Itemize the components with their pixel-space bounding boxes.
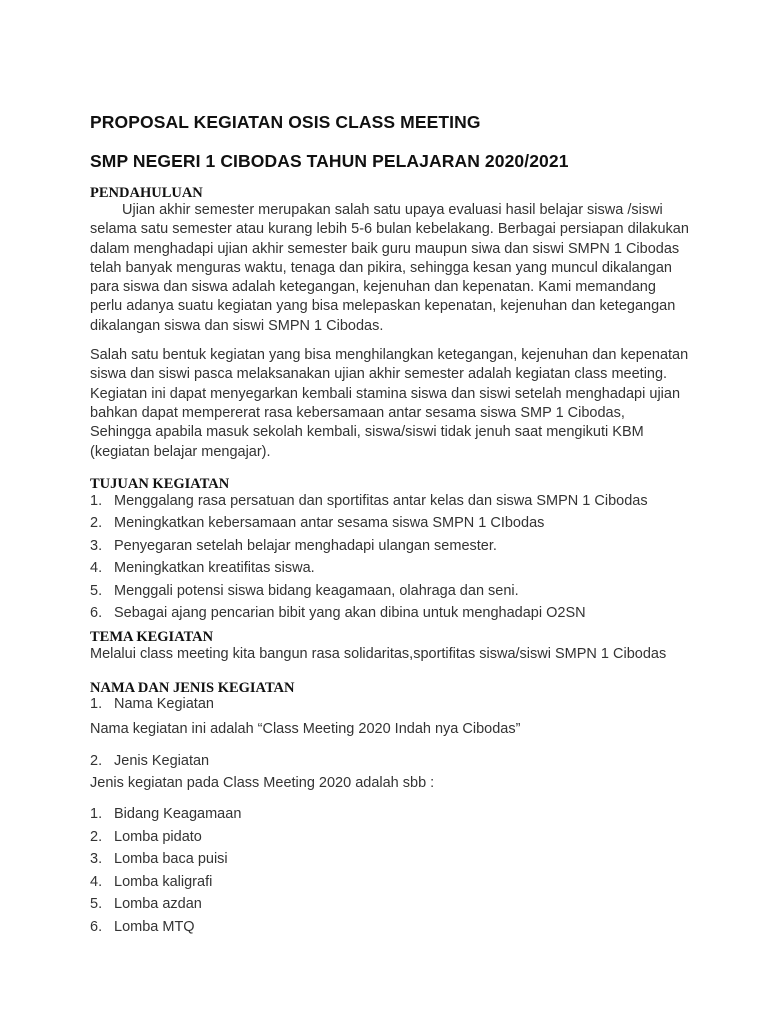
section-heading-pendahuluan: PENDAHULUAN <box>90 185 203 201</box>
nama-list <box>90 695 690 714</box>
document-body <box>90 110 690 938</box>
list-item: 2. Meningkatkan kebersamaan antar sesama siswa SMPN 1 CIbodas <box>90 515 545 532</box>
nama-kegiatan-text: Nama kegiatan ini adalah “Class Meeting 2020 Indah nya Cibodas” <box>90 721 521 738</box>
list-item: 6. Sebagai ajang pencarian bibit yang akan dibina untuk menghadapi O2SN <box>90 605 586 622</box>
pendahuluan-paragraph-1: Ujian akhir semester merupakan salah satu upaya evaluasi hasil belajar siswa /siswi selama satu semester atau kurang lebih 5-6 bulan kebelakang. Berbagai persiapan dilakukan dalam menghadapi ujian akhir semester baik guru maupun siwa dan siswi SMPN 1 Cibodas telah banyak menguras waktu, tenaga dan pikira, sehingga kesan yang muncul dikalangan para siswa dan siswa adalah ketegangan, kejenuhan dan kepenatan. Kami memandang perlu adanya suatu kegiatan yang bisa melepaskan kepenatan, kejenuhan dan ketegangan dikalangan siswa dan siswi SMPN 1 Cibodas. <box>90 202 689 334</box>
list-item: 5. Lomba azdan <box>90 896 202 913</box>
tujuan-list <box>90 490 690 625</box>
list-item: 1. Nama Kegiatan <box>90 696 214 713</box>
list-item: 2. Jenis Kegiatan <box>90 752 210 769</box>
list-item: 4. Meningkatkan kreatifitas siswa. <box>90 560 315 577</box>
list-item: 6. Lomba MTQ <box>90 918 195 935</box>
section-heading-nama-jenis: NAMA DAN JENIS KEGIATAN <box>90 680 295 697</box>
pendahuluan-paragraph-2: Salah satu bentuk kegiatan yang bisa menghilangkan ketegangan, kejenuhan dan kepenatan siswa dan siswi pasca melaksanakan ujian akhir semester adalah kegiatan class meeting. Kegiatan ini dapat menyegarkan kembali stamina siswa dan siswi setelah menghadapi ujian bahkan dapat mempererat rasa kebersamaan antar sesama siswa SMP 1 Cibodas, Sehingga apabila masuk sekolah kembali, siswa/siswi tidak jenuh saat mengikuti KBM (kegiatan belajar mengajar). <box>90 347 689 460</box>
section-heading-tema: TEMA KEGIATAN <box>90 628 214 645</box>
list-item: 2. Lomba pidato <box>90 828 202 845</box>
list-item: 1. Bidang Keagamaan <box>90 806 242 823</box>
list-item: 3. Lomba baca puisi <box>90 851 228 868</box>
tema-text: Melalui class meeting kita bangun rasa solidaritas,sportifitas siswa/siswi SMPN 1 Cibodas <box>90 645 667 662</box>
list-item: 3. Penyegaran setelah belajar menghadapi ulangan semester. <box>90 537 497 554</box>
list-item: 4. Lomba kaligrafi <box>90 873 213 890</box>
section-heading-tujuan: TUJUAN KEGIATAN <box>90 475 230 492</box>
list-item: 5. Menggali potensi siswa bidang keagamaan, olahraga dan seni. <box>90 582 519 599</box>
list-item: 1. Menggalang rasa persatuan dan sportifitas antar kelas dan siswa SMPN 1 Cibodas <box>90 492 648 509</box>
jenis-list <box>90 752 690 771</box>
jenis-kegiatan-text: Jenis kegiatan pada Class Meeting 2020 adalah sbb : <box>90 775 435 792</box>
document-title: PROPOSAL KEGIATAN OSIS CLASS MEETING <box>90 112 481 132</box>
jenis-lomba-list <box>90 803 690 938</box>
document-subtitle: SMP NEGERI 1 CIBODAS TAHUN PELAJARAN 2020/2021 <box>90 151 569 171</box>
